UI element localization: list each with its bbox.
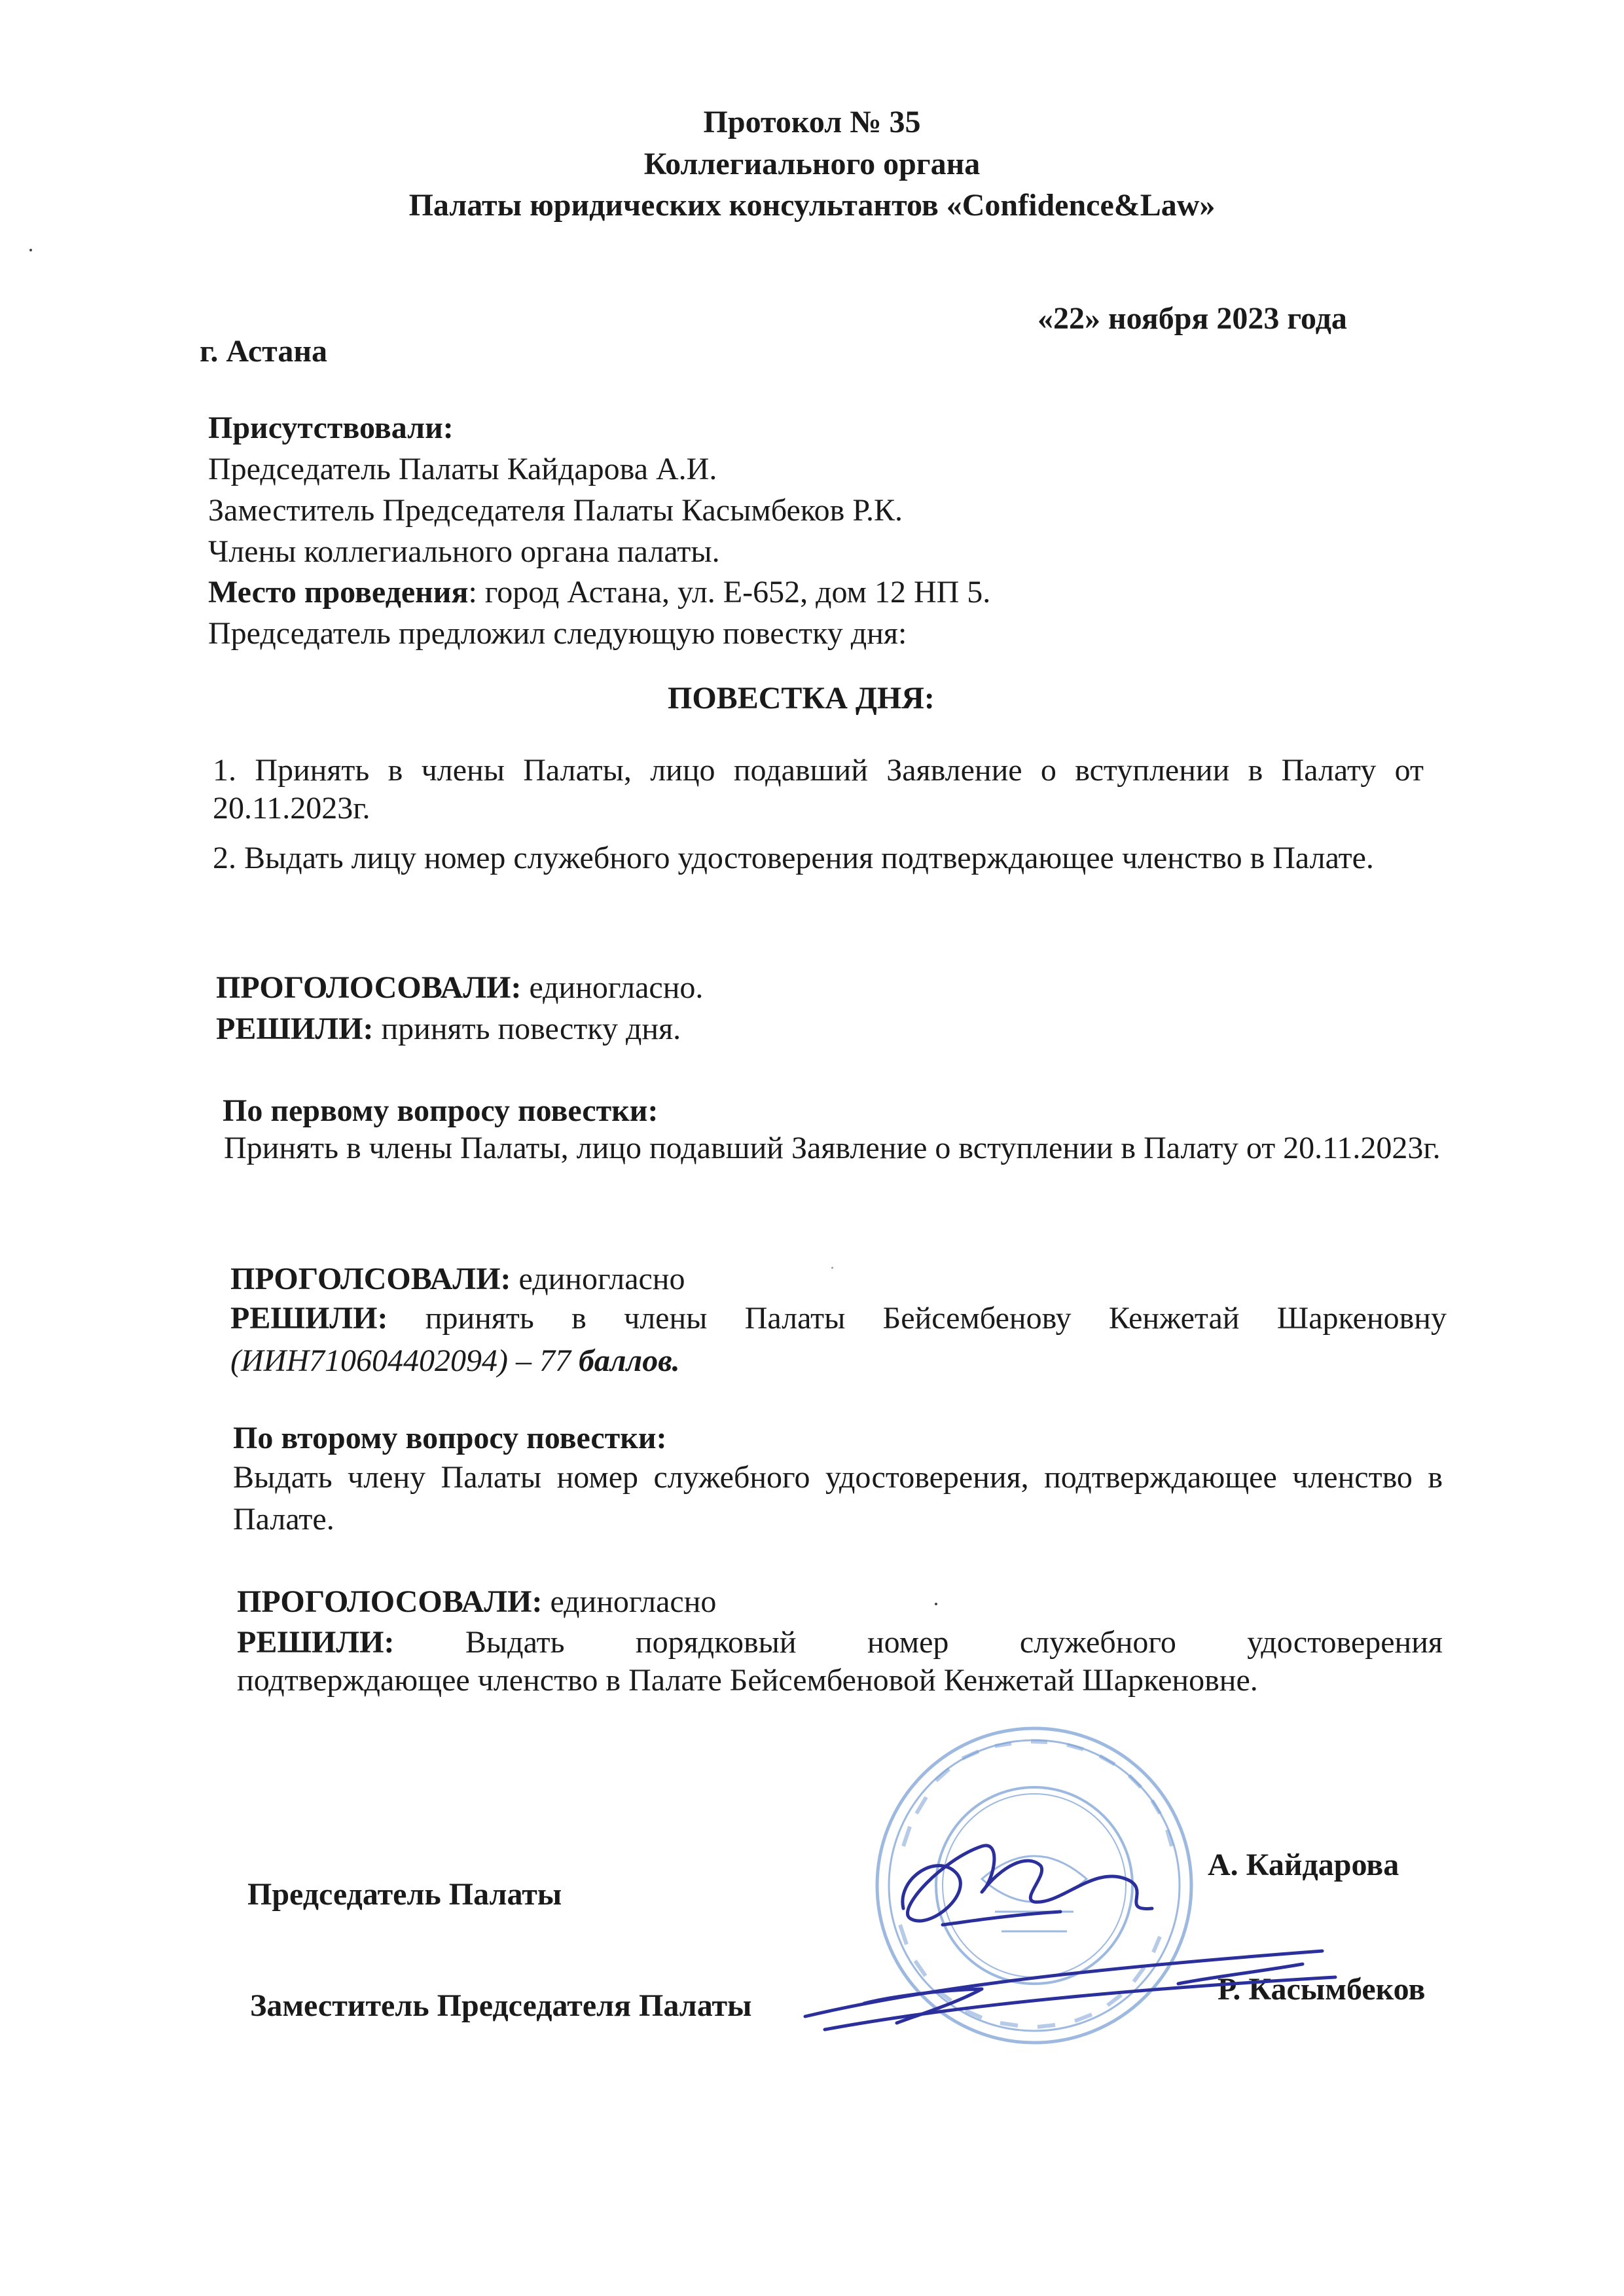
protocol-place: г. Астана xyxy=(200,334,327,369)
protocol-title: Протокол № 35 xyxy=(703,105,921,139)
q2-decided-label: РЕШИЛИ: xyxy=(237,1625,395,1660)
q2-decision-continuation: подтверждающее членство в Палате Бейсембеновой Кенжетай Шаркеновне. xyxy=(237,1663,1258,1698)
organization-name: Палаты юридических консультантов «Confidence&Law» xyxy=(408,188,1216,223)
q1-iin: (ИИН710604402094) – 77 xyxy=(230,1343,579,1378)
deputy-title: Заместитель Председателя Палаты xyxy=(250,1988,752,2023)
q1-voted-value: единогласно xyxy=(511,1262,685,1296)
scan-speck xyxy=(935,1603,937,1605)
q1-vote-line xyxy=(230,1260,685,1298)
voted-value: единогласно. xyxy=(521,970,704,1005)
q1-heading: По первому вопросу повестки: xyxy=(223,1093,659,1128)
signature-ink-icon xyxy=(785,1781,1362,2056)
decided-value: принять повестку дня. xyxy=(373,1011,681,1046)
q2-heading: По второму вопросу повестки: xyxy=(233,1421,667,1455)
attendee-chair: Председатель Палаты Кайдарова А.И. xyxy=(208,452,717,486)
venue-label: Место проведения xyxy=(208,575,469,610)
q1-score: баллов. xyxy=(578,1343,680,1378)
q2-decision-line xyxy=(237,1624,1443,1662)
voted-label: ПРОГОЛОСОВАЛИ: xyxy=(216,970,522,1005)
chair-name: А. Кайдарова xyxy=(1208,1848,1399,1882)
q1-decided-label: РЕШИЛИ: xyxy=(230,1301,388,1336)
scan-speck xyxy=(29,249,32,251)
decided-label: РЕШИЛИ: xyxy=(216,1011,374,1046)
venue-line xyxy=(208,574,990,611)
scan-speck xyxy=(831,1267,833,1269)
q1-decision-line xyxy=(230,1300,1447,1338)
q1-iin-line xyxy=(230,1342,680,1380)
attendee-deputy: Заместитель Председателя Палаты Касымбеков Р.К. xyxy=(208,493,903,528)
q2-vote-line xyxy=(237,1583,716,1621)
q1-voted-label: ПРОГОЛСОВАЛИ: xyxy=(230,1262,511,1296)
body-name: Коллегиального органа xyxy=(643,147,981,181)
chair-title: Председатель Палаты xyxy=(247,1877,562,1912)
q1-decided-value: принять в члены Палаты Бейсембенову Кенжетай Шаркеновну xyxy=(388,1301,1447,1336)
agenda-decision-line xyxy=(216,1010,681,1048)
agenda-heading: ПОВЕСТКА ДНЯ: xyxy=(668,681,935,716)
agenda-vote-line xyxy=(216,969,703,1007)
q2-voted-label: ПРОГОЛОСОВАЛИ: xyxy=(237,1584,543,1619)
q2-text: Выдать члену Палаты номер служебного удостоверения, подтверждающее членство в Палате. xyxy=(233,1460,1443,1537)
attendee-members: Члены коллегиального органа палаты. xyxy=(208,534,720,569)
agenda-proposal: Председатель предложил следующую повестку дня: xyxy=(208,616,907,651)
agenda-item-1: 1. Принять в члены Палаты, лицо подавший Заявление о вступлении в Палату от 20.11.2023г. xyxy=(213,753,1424,826)
q2-decided-value: Выдать порядковый номер служебного удостоверения xyxy=(394,1625,1443,1660)
agenda-item-2: 2. Выдать лицу номер служебного удостоверения подтверждающее членство в Палате. xyxy=(213,841,1374,875)
q1-text: Принять в члены Палаты, лицо подавший Заявление о вступлении в Палату от 20.11.2023г. xyxy=(224,1131,1441,1165)
deputy-name: Р. Касымбеков xyxy=(1218,1972,1426,2007)
protocol-date: «22» ноября 2023 года xyxy=(1038,301,1347,336)
attendance-heading: Присутствовали: xyxy=(208,410,454,445)
q2-voted-value: единогласно xyxy=(542,1584,717,1619)
venue-value: : город Астана, ул. Е-652, дом 12 НП 5. xyxy=(468,575,991,610)
